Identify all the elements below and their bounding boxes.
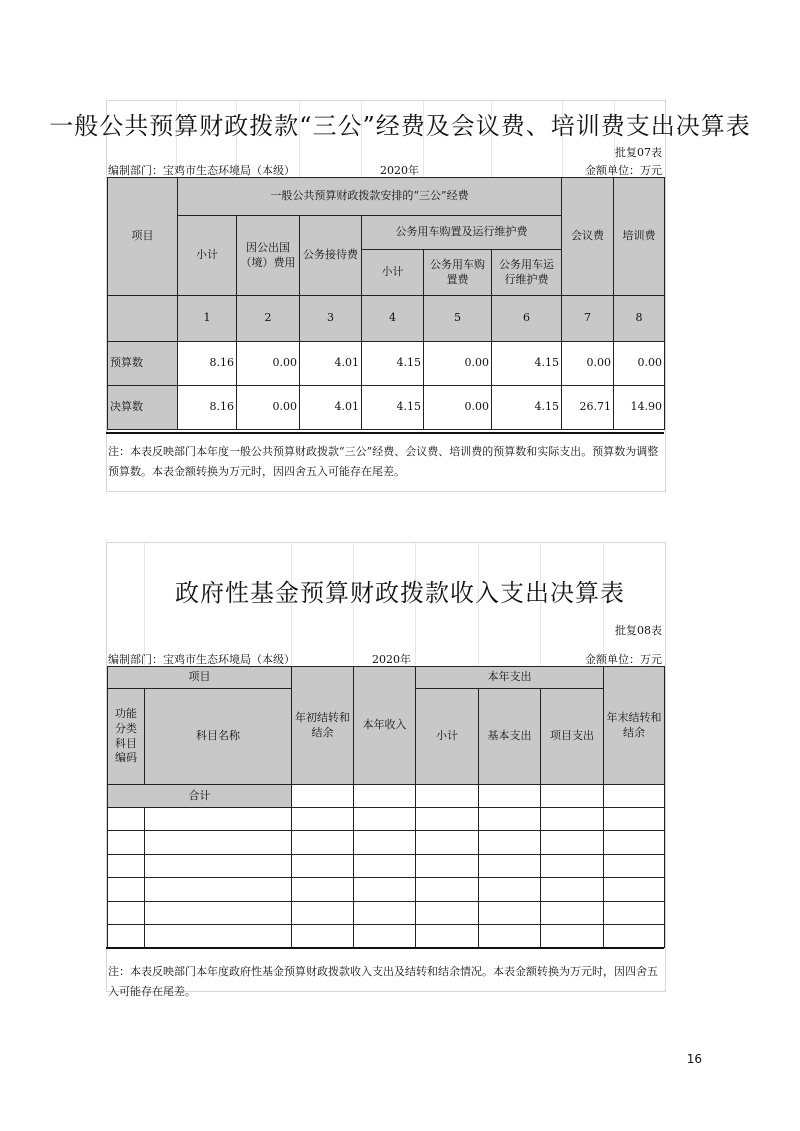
table1-unit: 金额单位：万元 xyxy=(585,164,662,177)
t1-colnum: 1 xyxy=(178,296,237,342)
t1-header-subtotal: 小计 xyxy=(178,216,237,296)
cell-value: 4.15 xyxy=(492,386,562,430)
t1-header-veh-maint: 公务用车运行维护费 xyxy=(492,250,562,296)
table2-title: 政府性基金预算财政拨款收入支出决算表 xyxy=(175,579,625,607)
t1-colnum: 6 xyxy=(492,296,562,342)
table-row xyxy=(108,902,665,925)
cell-value: 0.00 xyxy=(237,342,300,386)
t1-colnum: 4 xyxy=(362,296,424,342)
page-number: 16 xyxy=(686,1052,702,1066)
t1-colnum: 2 xyxy=(237,296,300,342)
t1-header-training: 培训费 xyxy=(614,178,665,296)
t2-header-begin-balance: 年初结转和结余 xyxy=(292,667,354,785)
t1-header-veh-purchase: 公务用车购置费 xyxy=(424,250,492,296)
t2-header-expense-group: 本年支出 xyxy=(416,667,604,689)
table-row xyxy=(108,808,665,831)
table2-form-no: 批复08表 xyxy=(615,624,662,637)
cell-value xyxy=(604,785,665,808)
table2-dept: 编制部门：宝鸡市生态环境局（本级） xyxy=(108,653,295,666)
cell-value: 14.90 xyxy=(614,386,665,430)
cell-value: 0.00 xyxy=(424,386,492,430)
t2-total-label: 合计 xyxy=(108,785,292,808)
cell-value: 4.01 xyxy=(300,386,362,430)
cell-value: 4.15 xyxy=(362,342,424,386)
table1-note: 注：本表反映部门本年度一般公共预算财政拨款“三公”经费、会议费、培训费的预算数和实际支出。预算数为调整预算数。本表金额转换为万元时，因四舍五入可能存在尾差。 xyxy=(108,445,659,478)
cell-value: 0.00 xyxy=(424,342,492,386)
t2-header-end-balance: 年末结转和结余 xyxy=(604,667,665,785)
row-label: 预算数 xyxy=(108,342,178,386)
t2-header-item: 项目 xyxy=(108,667,292,689)
table2 xyxy=(107,666,665,948)
table1-bottom-rule xyxy=(106,432,664,434)
table2-year: 2020年 xyxy=(372,653,411,666)
cell-value xyxy=(479,785,541,808)
t2-header-income: 本年收入 xyxy=(354,667,416,785)
table-row xyxy=(108,785,665,808)
table1-title: 一般公共预算财政拨款“三公”经费及会议费、培训费支出决算表 xyxy=(49,112,751,140)
t2-header-subject-name: 科目名称 xyxy=(145,689,292,785)
cell-value: 0.00 xyxy=(562,342,614,386)
t1-header-group: 一般公共预算财政拨款安排的“三公”经费 xyxy=(178,178,562,216)
table2-unit: 金额单位：万元 xyxy=(585,653,662,666)
cell-value: 8.16 xyxy=(178,342,237,386)
t1-header-vehicle-group: 公务用车购置及运行维护费 xyxy=(362,216,562,250)
t2-header-basic: 基本支出 xyxy=(479,689,541,785)
t1-header-veh-subtotal: 小计 xyxy=(362,250,424,296)
cell-value: 8.16 xyxy=(178,386,237,430)
table-row xyxy=(108,386,665,430)
t1-header-item: 项目 xyxy=(108,178,178,296)
t1-colnum: 5 xyxy=(424,296,492,342)
cell-value xyxy=(292,785,354,808)
cell-value: 4.01 xyxy=(300,342,362,386)
table-row xyxy=(108,831,665,855)
cell-value: 4.15 xyxy=(492,342,562,386)
cell-value: 0.00 xyxy=(237,386,300,430)
cell-value: 4.15 xyxy=(362,386,424,430)
cell-value xyxy=(354,785,416,808)
table2-note: 注：本表反映部门本年度政府性基金预算财政拨款收入支出及结转和结余情况。本表金额转换为万元时，因四舍五入可能存在尾差。 xyxy=(108,965,658,998)
t1-colnum: 8 xyxy=(614,296,665,342)
table1 xyxy=(107,177,665,430)
t1-header-meeting: 会议费 xyxy=(562,178,614,296)
table-row xyxy=(108,925,665,948)
table1-year: 2020年 xyxy=(380,164,419,177)
t2-header-func-code: 功能分类科目编码 xyxy=(108,689,145,785)
table-row xyxy=(108,342,665,386)
t1-header-reception: 公务接待费 xyxy=(300,216,362,296)
t2-header-project: 项目支出 xyxy=(541,689,604,785)
table1-form-no: 批复07表 xyxy=(615,146,662,159)
cell-value: 0.00 xyxy=(614,342,665,386)
cell-value xyxy=(541,785,604,808)
cell-value xyxy=(416,785,479,808)
row-label: 决算数 xyxy=(108,386,178,430)
t1-colnum: 7 xyxy=(562,296,614,342)
t2-header-subtotal: 小计 xyxy=(416,689,479,785)
t1-header-abroad: 因公出国（境）费用 xyxy=(237,216,300,296)
table-row xyxy=(108,878,665,902)
table2-bottom-rule xyxy=(106,947,664,949)
table1-dept: 编制部门：宝鸡市生态环境局（本级） xyxy=(108,164,295,177)
t1-colnum: 3 xyxy=(300,296,362,342)
t1-colnum-blank xyxy=(108,296,178,342)
table-row xyxy=(108,855,665,878)
cell-value: 26.71 xyxy=(562,386,614,430)
